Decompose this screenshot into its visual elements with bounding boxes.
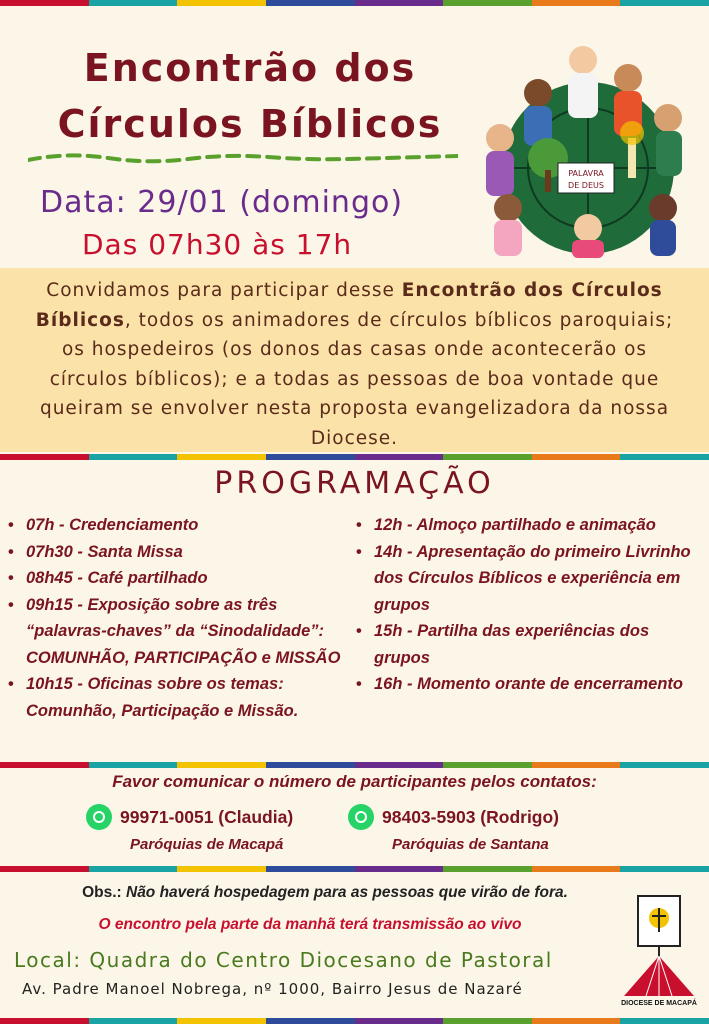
list-item: • 16h - Momento orante de encerramento — [354, 671, 704, 698]
list-item: • 09h15 - Exposição sobre as três “palavras-chaves” da “Sinodalidade”: COMUNHÃO, PARTICIPAÇÃO e MISSÃO — [6, 592, 351, 672]
obs-text: Não haverá hospedagem para as pessoas que virão de fora. — [121, 884, 568, 901]
invitation-box — [0, 268, 709, 452]
list-item: • 10h15 - Oficinas sobre os temas: Comunhão, Participação e Missão. — [6, 671, 351, 724]
book-label-2: DE DEUS — [568, 181, 604, 190]
program-title: PROGRAMAÇÃO — [214, 466, 495, 501]
contact-heading: Favor comunicar o número de participantes pelos contatos: — [112, 772, 597, 791]
obs-note — [0, 884, 650, 902]
program-list-right — [354, 512, 704, 698]
mid-stripe-2 — [0, 762, 709, 768]
dashed-divider — [28, 150, 458, 166]
bottom-stripe — [0, 1018, 709, 1024]
event-time: Das 07h30 às 17h — [82, 228, 353, 261]
invite-part-1: Convidamos para participar desse — [46, 280, 402, 301]
list-item: • 15h - Partilha das experiências dos grupos — [354, 618, 704, 671]
list-item: • 08h45 - Café partilhado — [6, 565, 351, 592]
contact-claudia[interactable] — [86, 804, 293, 830]
mid-stripe-1 — [0, 454, 709, 460]
book-label-1: PALAVRA — [568, 169, 604, 178]
logo-caption: DIOCESE DE MACAPÁ — [621, 1000, 697, 1007]
invite-highlight: Encontrão dos Círculos Bíblicos — [35, 280, 663, 331]
top-stripe — [0, 0, 709, 6]
program-list-left — [6, 512, 351, 724]
list-item: • 14h - Apresentação do primeiro Livrinho dos Círculos Bíblicos e experiência em grupos — [354, 539, 704, 619]
invitation-text — [0, 268, 709, 453]
mid-stripe-3 — [0, 866, 709, 872]
obs-label: Obs.: — [82, 884, 122, 901]
title-line-2: Círculos Bíblicos — [57, 102, 443, 146]
contact-rodrigo[interactable] — [348, 804, 559, 830]
parish-label: Paróquias de Santana — [392, 836, 549, 853]
title-line-1: Encontrão dos — [83, 46, 417, 90]
list-item: • 07h - Credenciamento — [6, 512, 351, 539]
contact-number: 99971-0051 (Claudia) — [120, 806, 294, 827]
invite-part-2: , todos os animadores de círculos bíblicos paroquiais; os hospedeiros (os donos das casas onde acontecerão os círculos bíblicos); e a todas as pessoas de boa vontade que queiram se envolver nesta proposta evangelizadora da nossa Diocese. — [39, 309, 674, 449]
location-address: Av. Padre Manoel Nobrega, nº 1000, Bairro Jesus de Nazaré — [22, 980, 523, 998]
list-item: • 07h30 - Santa Missa — [6, 539, 351, 566]
location-title: Local: Quadra do Centro Diocesano de Pastoral — [14, 948, 553, 972]
diocese-logo — [616, 892, 702, 1012]
whatsapp-icon — [348, 804, 374, 830]
transmission-note: O encontro pela parte da manhã terá transmissão ao vivo — [98, 916, 522, 933]
page-title — [20, 40, 480, 152]
parish-label: Paróquias de Macapá — [130, 836, 284, 853]
whatsapp-icon — [86, 804, 112, 830]
event-date: Data: 29/01 (domingo) — [40, 185, 404, 220]
contact-number: 98403-5903 (Rodrigo) — [382, 806, 560, 827]
list-item: • 12h - Almoço partilhado e animação — [354, 512, 704, 539]
bible-circle-illustration — [478, 38, 698, 258]
